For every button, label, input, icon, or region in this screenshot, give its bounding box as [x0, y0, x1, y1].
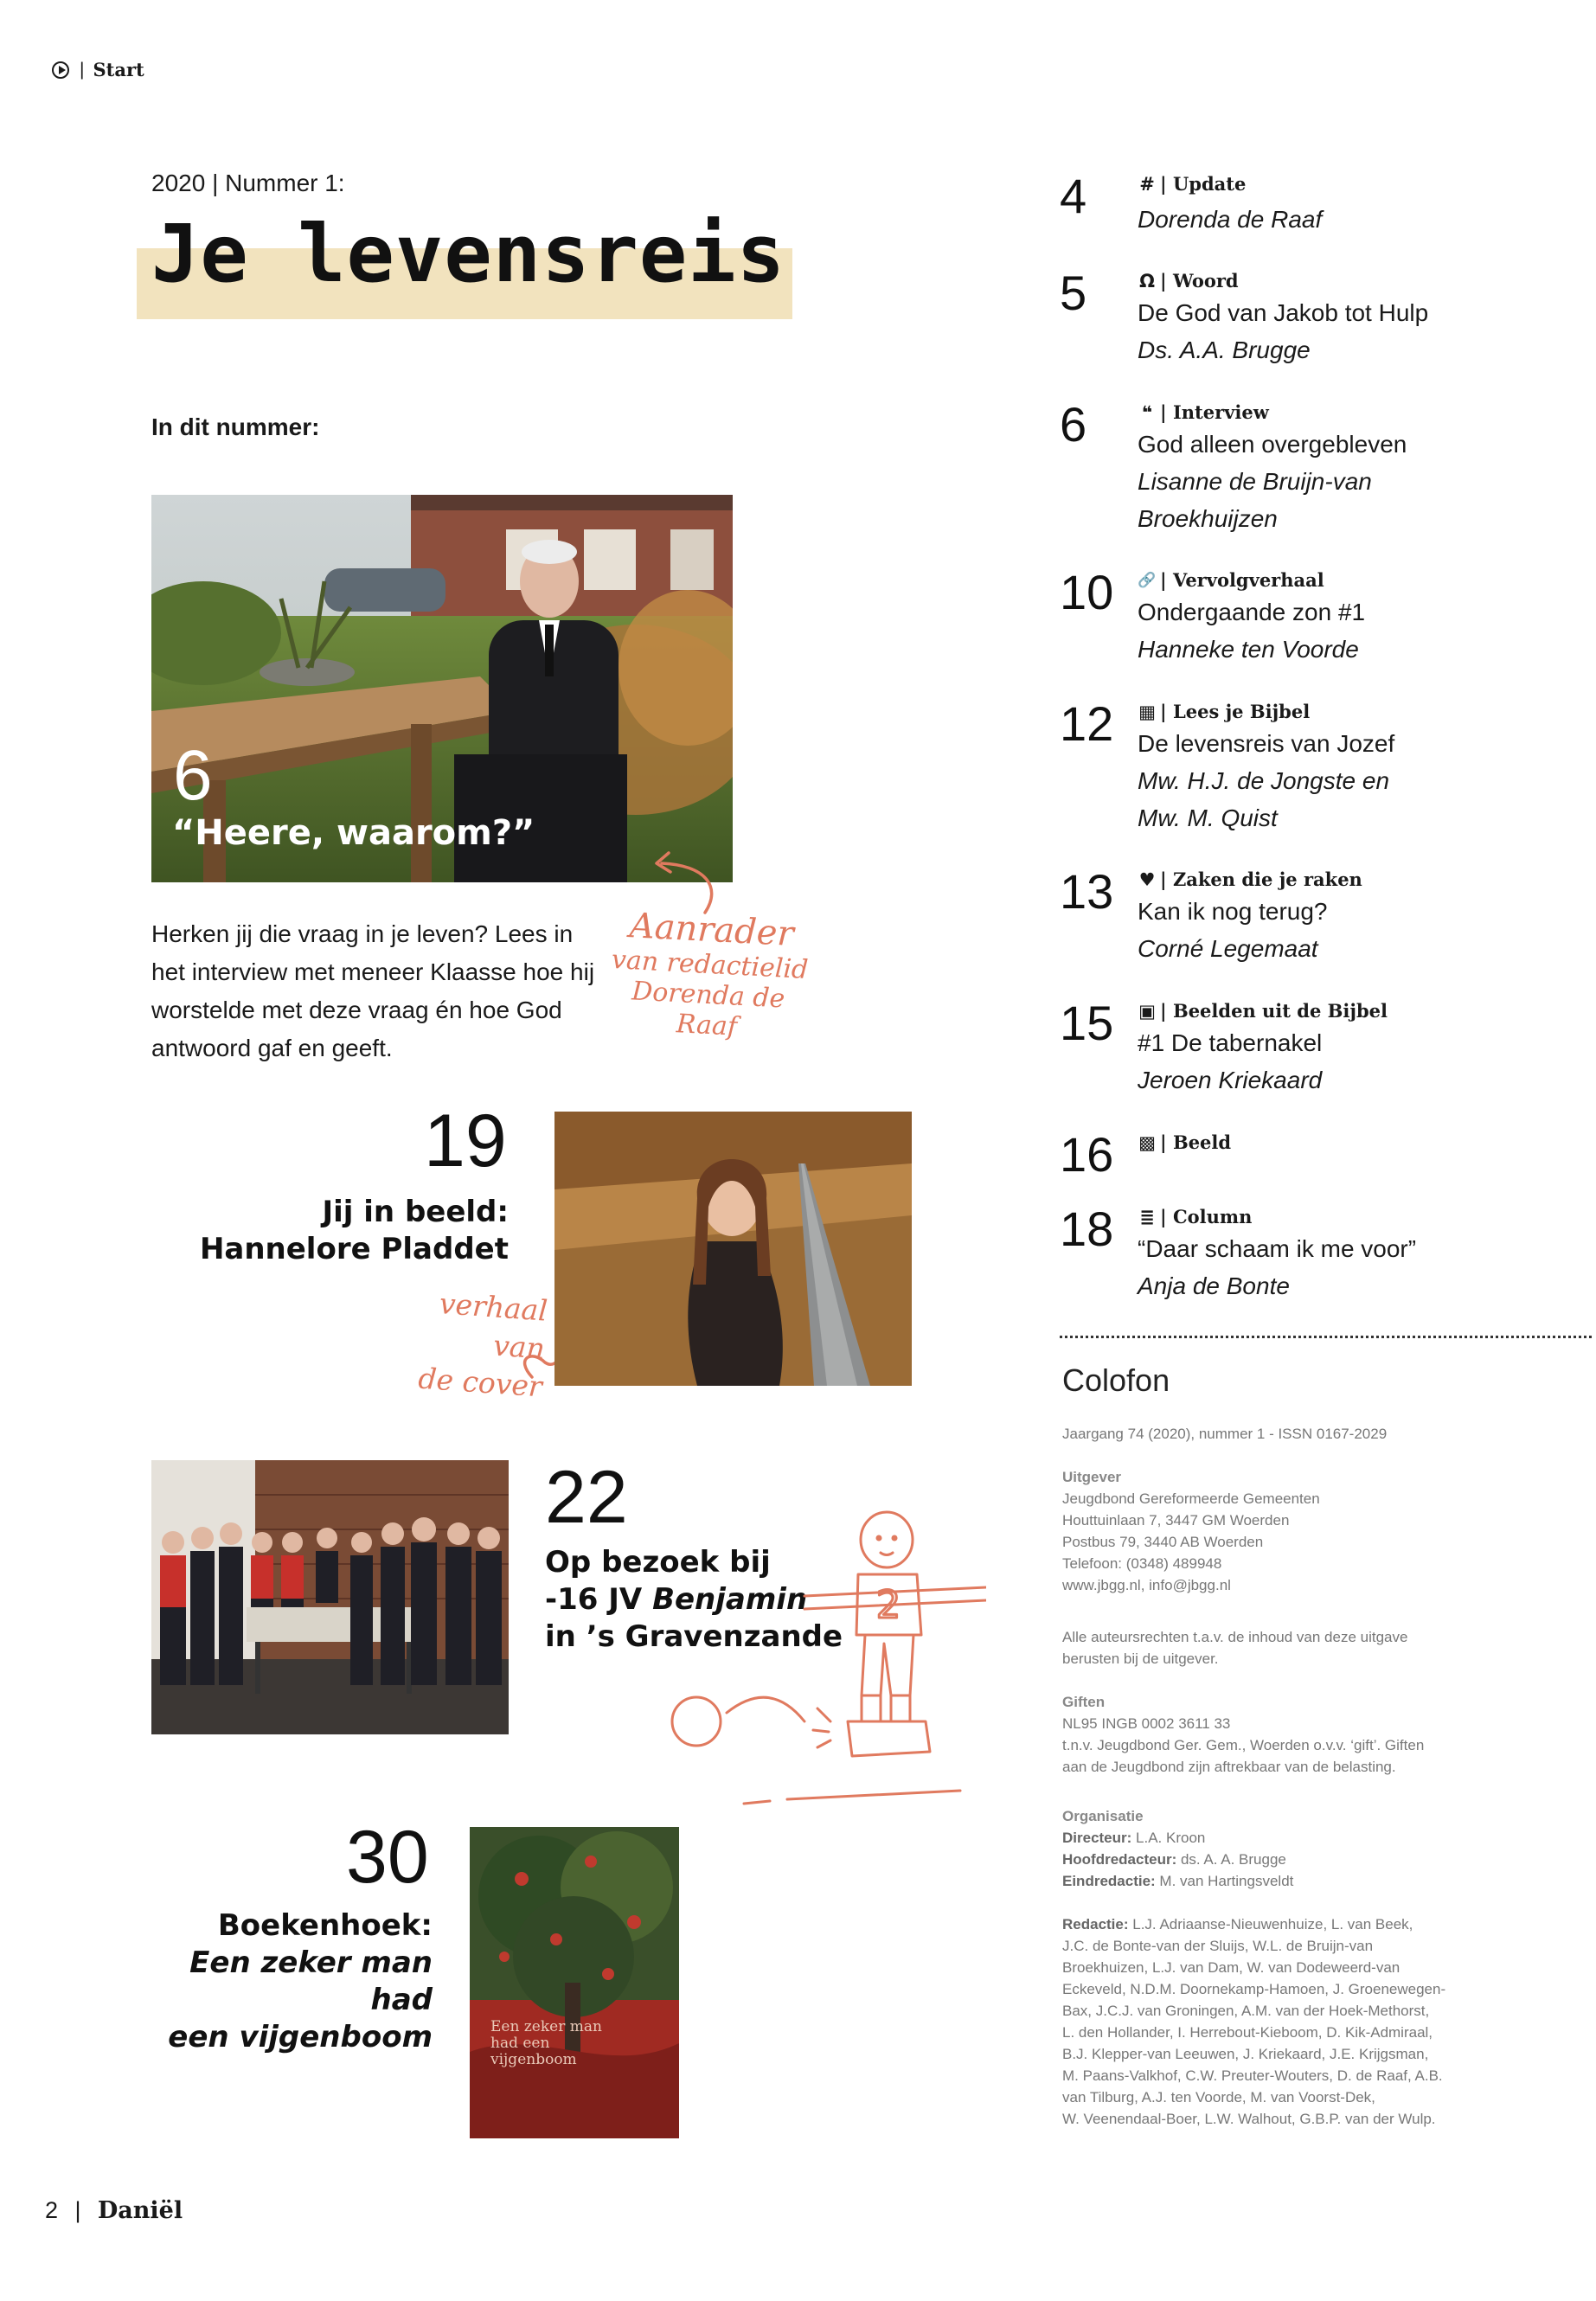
- toc-category: [1138, 1131, 1231, 1153]
- toc-number: 6: [1060, 397, 1087, 452]
- toc-category: [1138, 1000, 1388, 1022]
- highlight-caption: “Heere, waarom?”: [172, 813, 535, 853]
- recommendation-note: [606, 905, 812, 1046]
- colofon-publisher: [1062, 1466, 1320, 1596]
- table-football-player-illustration: [657, 1505, 986, 1808]
- colofon-gifts: [1062, 1691, 1424, 1778]
- toc-category: [1138, 1206, 1252, 1227]
- colofon-volume: Jaargang 74 (2020), nummer 1 - ISSN 0167-2029: [1062, 1426, 1388, 1442]
- toc-title: “Daar schaam ik me voor”: [1138, 1235, 1417, 1262]
- editors-line: Bax, J.C.J. van Groningen, A.M. van der Hoek-Methorst,: [1062, 2003, 1430, 2019]
- toc-number: 10: [1060, 565, 1114, 619]
- gifts-heading: Giften: [1062, 1694, 1106, 1710]
- toc-category-label: | Woord: [1160, 270, 1239, 292]
- calendar-icon: ▦: [1138, 701, 1156, 722]
- toc-author-cont: Mw. M. Quist: [1138, 804, 1278, 831]
- toc-author: Mw. H.J. de Jongste en: [1138, 767, 1390, 794]
- editors-line: L.J. Adriaanse-Nieuwenhuize, L. van Beek,: [1128, 1916, 1413, 1932]
- toc-author: Hanneke ten Voorde: [1138, 636, 1359, 663]
- gifts-line: t.n.v. Jeugdbond Ger. Gem., Woerden o.v.v. ‘gift’. Giften: [1062, 1737, 1425, 1753]
- interview-photo[interactable]: [151, 495, 733, 882]
- feature-30-line-3: een vijgenboom: [168, 2020, 433, 2054]
- org-value: M. van Hartingsveldt: [1155, 1873, 1294, 1889]
- feature-30-number: 30: [346, 1816, 429, 1899]
- toc-author: Jeroen Kriekaard: [1138, 1067, 1323, 1093]
- toc-title: Kan ik nog terug?: [1138, 898, 1328, 925]
- feature-19-line-2: Hannelore Pladdet: [199, 1232, 509, 1266]
- toc-category: [1138, 401, 1269, 423]
- rights-line: berusten bij de uitgever.: [1062, 1650, 1219, 1667]
- start-label: Start: [93, 59, 144, 80]
- highlight-intro: Herken jij die vraag in je leven? Lees in het interview met meneer Klaasse hoe hij worstelde met deze vraag én hoe God antwoord gaf en geeft.: [151, 920, 595, 1061]
- rights-line: Alle auteursrechten t.a.v. de inhoud van deze uitgave: [1062, 1629, 1408, 1645]
- toc-title: De levensreis van Jozef: [1138, 730, 1395, 757]
- publisher-line: www.jbgg.nl, info@jbgg.nl: [1062, 1577, 1231, 1593]
- toc-category-label: | Lees je Bijbel: [1160, 701, 1311, 722]
- note-line-2: van redactielid: [611, 945, 810, 985]
- editors-line: Eckeveld, N.D.M. Doornekamp-Hamoen, J. Groenewegen-: [1062, 1981, 1446, 1997]
- cover-note-line-2: de cover: [417, 1361, 544, 1404]
- toc-category-label: | Interview: [1160, 401, 1269, 423]
- image-icon: ▣: [1138, 1000, 1156, 1022]
- editors-line: van Tilburg, A.J. ten Voorde, M. van Voorst-Dek,: [1062, 2089, 1375, 2106]
- feature-30-line-1: Boekenhoek:: [217, 1908, 433, 1943]
- colofon-organisation: [1062, 1805, 1293, 1892]
- editors-line: M. Paans-Valkhof, C.W. Preuter-Wouters, D. de Raaf, A.B.: [1062, 2067, 1443, 2084]
- footer-separator: |: [74, 2197, 81, 2223]
- toc-author-cont: Broekhuijzen: [1138, 505, 1278, 532]
- org-heading: Organisatie: [1062, 1808, 1144, 1824]
- feature-30-line-2: Een zeker man had: [189, 1945, 433, 2017]
- editors-line: W. Veenendaal-Boer, L.W. Walhout, G.B.P. van der Wulp.: [1062, 2111, 1436, 2127]
- publisher-line: Postbus 79, 3440 AB Woerden: [1062, 1534, 1264, 1550]
- note-line-1: Aanrader: [628, 906, 795, 955]
- colofon-rights: [1062, 1626, 1407, 1670]
- feature-19-line-1: Jij in beeld:: [322, 1195, 509, 1229]
- cover-photo[interactable]: [554, 1112, 912, 1386]
- issue-line: 2020 | Nummer 1:: [151, 170, 345, 196]
- feature-22-line-2b: Benjamin: [652, 1582, 808, 1617]
- play-circle-icon: [52, 61, 69, 79]
- feature-19-title[interactable]: [199, 1194, 509, 1268]
- feature-22-line-2a: -16 JV: [545, 1582, 653, 1617]
- toc-author: Dorenda de Raaf: [1138, 206, 1323, 233]
- toc-category: [1138, 270, 1239, 292]
- text-lines-icon: ≣: [1139, 1206, 1155, 1227]
- org-value: L.A. Kroon: [1131, 1830, 1206, 1846]
- toc-title: God alleen overgebleven: [1138, 431, 1407, 458]
- publisher-heading: Uitgever: [1062, 1469, 1122, 1485]
- dotted-divider: [1060, 1336, 1592, 1338]
- heart-icon: ♥: [1138, 868, 1156, 890]
- nav-separator: |: [80, 59, 85, 80]
- magazine-name: Daniël: [97, 2197, 183, 2224]
- org-label: Hoofdredacteur:: [1062, 1851, 1177, 1868]
- feature-30-title[interactable]: [138, 1907, 433, 2056]
- page-number: 2: [45, 2197, 59, 2223]
- toc-category-label: | Zaken die je raken: [1160, 868, 1362, 890]
- toc-author: Corné Legemaat: [1138, 935, 1318, 962]
- toc-category-label: | Beelden uit de Bijbel: [1160, 1000, 1388, 1022]
- start-nav-link[interactable]: [52, 59, 144, 80]
- toc-number: 16: [1060, 1127, 1114, 1182]
- colofon-editors: [1062, 1913, 1445, 2130]
- toc-number: 13: [1060, 864, 1114, 919]
- toc-title: #1 De tabernakel: [1138, 1029, 1323, 1056]
- book-cover-title: Een zeker man had een vijgenboom: [490, 2018, 602, 2068]
- quote-icon: ❝: [1141, 401, 1153, 423]
- editors-line: B.J. Klepper-van Leeuwen, J. Kriekaard, J.E. Krijgsman,: [1062, 2046, 1429, 2062]
- org-label: Directeur:: [1062, 1830, 1132, 1846]
- org-label: Eindredactie:: [1062, 1873, 1156, 1889]
- link-icon: 🔗: [1138, 571, 1157, 589]
- youth-group-photo[interactable]: [151, 1460, 509, 1734]
- feature-22-number: 22: [545, 1456, 628, 1539]
- org-value: ds. A. A. Brugge: [1176, 1851, 1286, 1868]
- editors-line: Broekhuizen, L.J. van Dam, W. van Dodeweerd-van: [1062, 1959, 1401, 1976]
- publisher-line: Houttuinlaan 7, 3447 GM Woerden: [1062, 1512, 1290, 1529]
- toc-category: [1138, 701, 1310, 722]
- frame-icon: ▩: [1138, 1131, 1156, 1153]
- highlight-page-number: 6: [173, 736, 213, 815]
- toc-category-label: | Column: [1160, 1206, 1253, 1227]
- omega-icon: Ω: [1139, 270, 1155, 292]
- editors-label: Redactie:: [1062, 1916, 1129, 1932]
- hashtag-icon: #: [1139, 173, 1155, 195]
- toc-category-label: | Beeld: [1160, 1131, 1232, 1153]
- svg-text:2: 2: [876, 1583, 901, 1627]
- note-line-3: Dorenda de Raaf: [631, 976, 786, 1042]
- toc-category: [1138, 173, 1246, 195]
- page-footer: [45, 2197, 183, 2224]
- toc-category-label: | Vervolgverhaal: [1160, 569, 1324, 591]
- toc-number: 18: [1060, 1202, 1114, 1256]
- in-this-issue-heading: In dit nummer:: [151, 413, 320, 440]
- publisher-line: Jeugdbond Gereformeerde Gemeenten: [1062, 1490, 1320, 1507]
- book-cover[interactable]: [470, 1827, 679, 2138]
- publisher-line: Telefoon: (0348) 489948: [1062, 1555, 1222, 1572]
- editors-line: J.C. de Bonte-van der Sluijs, W.L. de Bruijn-van: [1062, 1938, 1374, 1954]
- toc-number: 4: [1060, 169, 1087, 223]
- toc-number: 15: [1060, 996, 1114, 1050]
- toc-author: Lisanne de Bruijn-van: [1138, 468, 1372, 495]
- toc-title: De God van Jakob tot Hulp: [1138, 299, 1429, 326]
- toc-number: 5: [1060, 266, 1087, 320]
- colofon-heading: Colofon: [1062, 1362, 1170, 1398]
- feature-22-line-1: Op bezoek bij: [545, 1545, 771, 1580]
- feature-22-line-3: in ’s Gravenzande: [545, 1619, 843, 1654]
- editors-line: L. den Hollander, I. Herrebout-Kieboom, D. Kik-Admiraal,: [1062, 2024, 1433, 2041]
- cover-note-line-1: verhaal van: [438, 1286, 549, 1366]
- gifts-line: aan de Jeugdbond zijn aftrekbaar van de belasting.: [1062, 1759, 1396, 1775]
- toc-title: Ondergaande zon #1: [1138, 599, 1366, 625]
- toc-number: 12: [1060, 696, 1114, 751]
- feature-19-number: 19: [424, 1099, 507, 1183]
- toc-category: [1138, 868, 1362, 890]
- toc-category: [1138, 569, 1324, 591]
- toc-author: Anja de Bonte: [1138, 1272, 1290, 1299]
- gifts-line: NL95 INGB 0002 3611 33: [1062, 1715, 1231, 1732]
- toc-category-label: | Update: [1160, 173, 1247, 195]
- page-title: Je levensreis: [151, 208, 786, 300]
- toc-author: Ds. A.A. Brugge: [1138, 336, 1311, 363]
